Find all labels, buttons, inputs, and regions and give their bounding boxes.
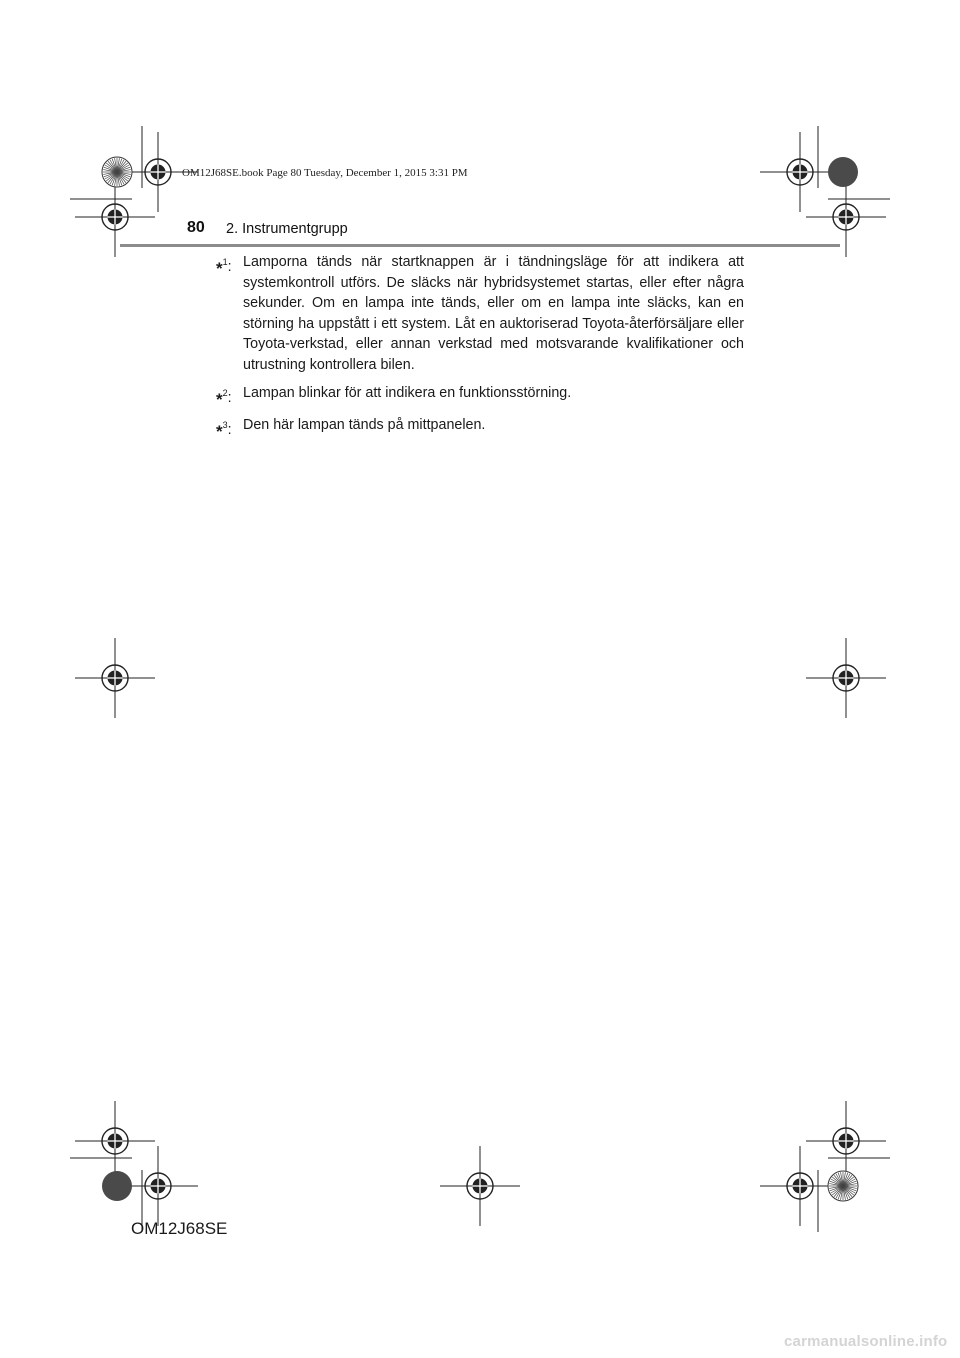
footnote-text: Lamporna tänds när startknappen är i tändningsläge för att indikera att systemkontroll utförs. De släcks när hybridsystemet startas, eller efter några sekunder. Om en lampa inte tänds, eller om en lampa inte släcks, kan en störning ha uppstått i ett system. Låt en auktoriserad Toyota-återförsäljare eller Toyota-verkstad, eller annan verkstad med motsvarande kvalifikationer och utrustning kontrollera bilen.: [243, 254, 744, 373]
starburst-target-icon: [828, 1171, 858, 1201]
registration-mark-bottom-center: [440, 1146, 520, 1226]
starburst-target-icon: [102, 157, 132, 187]
footnote-1: [216, 252, 744, 376]
header-rule: [120, 244, 840, 247]
footnote-2: [216, 383, 744, 409]
footnote-marker: *$^1$:: [216, 257, 232, 278]
registration-mark-lower-right: [806, 1101, 886, 1181]
footnote-marker: *$^3$:: [216, 420, 232, 442]
model-code: OM12J68SE: [131, 1219, 228, 1238]
page-number: 80: [187, 219, 205, 236]
book-stamp: OM12J68SE.book Page 80 Tuesday, December 1, 2015 3:31 PM: [182, 167, 468, 179]
filled-circle-target-icon: [828, 157, 858, 187]
filled-circle-target-icon: [102, 1171, 132, 1201]
footnote-text: Den här lampan tänds på mittpanelen.: [243, 417, 486, 434]
footnote-text: Lampan blinkar för att indikera en funktionsstörning.: [243, 384, 572, 401]
registration-mark-middle-right: [806, 638, 886, 718]
footnote-marker: *$^2$:: [216, 387, 232, 409]
registration-mark-lower-left: [75, 1101, 155, 1181]
footnote-list: [216, 252, 744, 448]
section-title: 2. Instrumentgrupp: [226, 221, 348, 237]
registration-mark-middle-left: [75, 638, 155, 718]
footnote-3: [216, 415, 744, 441]
watermark-link[interactable]: carmanualsonline.info: [784, 1333, 948, 1350]
